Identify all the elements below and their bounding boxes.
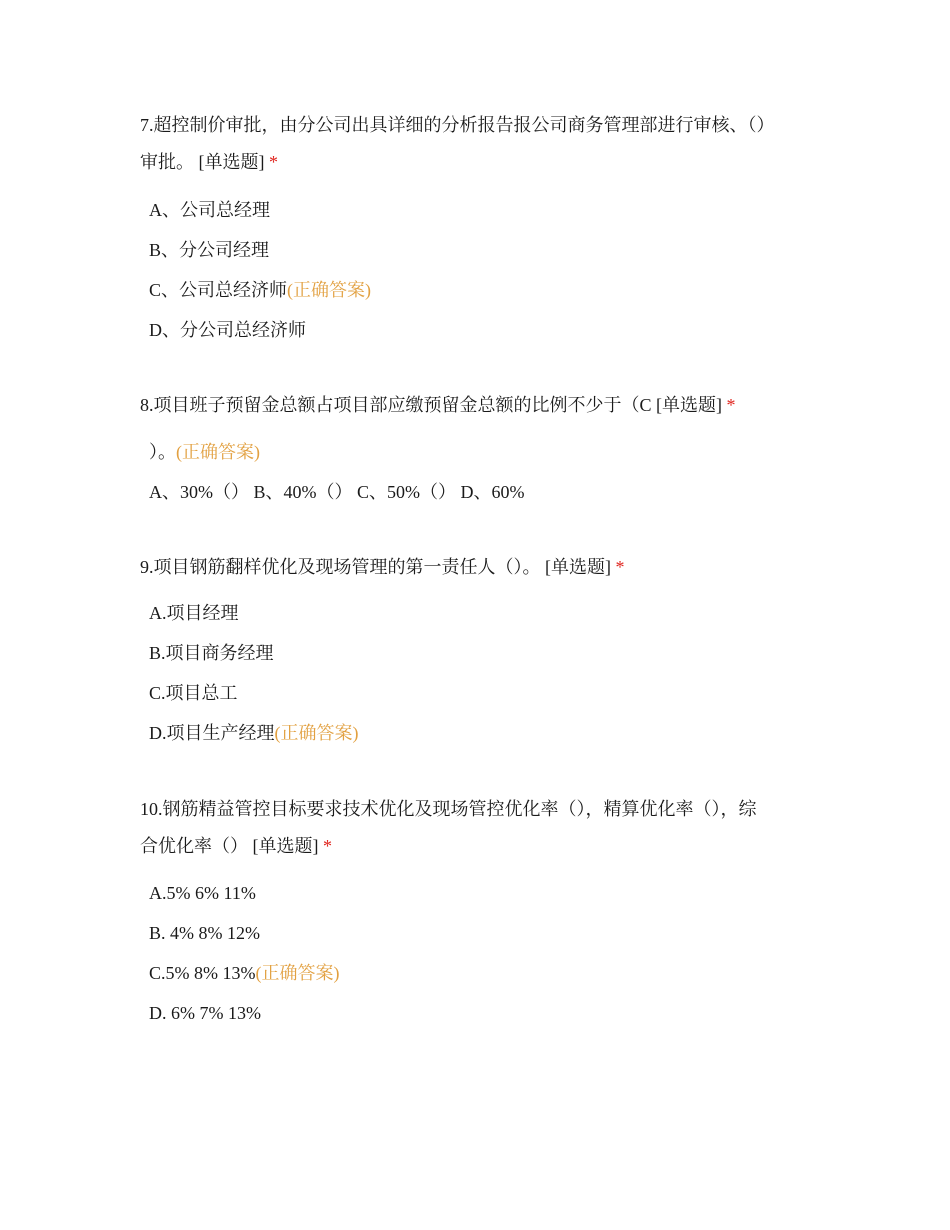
option-7b [149, 238, 269, 262]
question-9-line-1 [140, 549, 820, 586]
question-8-options: A、30%（） B、40%（） C、50%（） D、60% [149, 482, 525, 502]
question-7 [140, 107, 820, 181]
question-7-line-2-text: 审批。 [140, 152, 194, 172]
option-text: C.5% 8% 13% [149, 963, 256, 983]
answer-mark: (正确答案) [255, 963, 340, 983]
question-7-line-1: 7.超控制价审批，由分公司出具详细的分析报告报公司商务管理部进行审核、（） [140, 115, 775, 135]
required-mark: * [323, 836, 332, 856]
question-type-tag: [单选题] [198, 152, 265, 172]
option-text: A、公司总经理 [149, 200, 270, 220]
option-7d [149, 318, 306, 342]
option-text: D.项目生产经理 [149, 723, 275, 743]
required-mark: * [615, 557, 625, 577]
option-7a [149, 198, 270, 222]
option-10b [149, 921, 260, 945]
question-type-tag: [单选题] [656, 395, 723, 415]
option-text: C、公司总经济师 [149, 280, 288, 300]
option-text: D. 6% 7% 13% [149, 1003, 261, 1023]
option-text: B.项目商务经理 [149, 643, 274, 663]
required-mark: * [726, 395, 736, 415]
question-8-line-1 [140, 387, 820, 424]
option-9b [149, 641, 274, 665]
question-9-line-1-text: 9.项目钢筋翻样优化及现场管理的第一责任人（）。 [140, 557, 541, 577]
option-text: B、分公司经理 [149, 240, 270, 260]
option-text: A.项目经理 [149, 603, 239, 623]
question-10-line-2 [140, 828, 820, 865]
option-7c [149, 278, 371, 302]
required-mark: * [269, 152, 278, 172]
option-10a [149, 881, 256, 905]
answer-mark: (正确答案) [176, 442, 260, 462]
question-8 [140, 387, 820, 424]
question-9 [140, 549, 820, 586]
question-type-tag: [单选题] [252, 836, 319, 856]
question-7-line-2 [140, 144, 820, 181]
question-type-tag: [单选题] [545, 557, 611, 577]
option-10d [149, 1001, 261, 1025]
answer-mark: (正确答案) [274, 723, 359, 743]
answer-mark: (正确答案) [287, 280, 372, 300]
question-8-line-2-text: ）。 [149, 442, 176, 462]
question-8-line-2 [149, 440, 260, 464]
option-text: B. 4% 8% 12% [149, 923, 260, 943]
option-text: C.项目总工 [149, 683, 238, 703]
option-9c [149, 681, 238, 705]
question-10 [140, 791, 820, 865]
option-text: D、分公司总经济师 [149, 320, 306, 340]
question-8-line-1-text: 8.项目班子预留金总额占项目部应缴预留金总额的比例不少于（C [140, 395, 652, 415]
question-10-line-1: 10.钢筋精益管控目标要求技术优化及现场管控优化率（），精算优化率（），综 [140, 799, 757, 819]
option-9d [149, 721, 359, 745]
option-10c [149, 961, 340, 985]
option-9a [149, 601, 239, 625]
option-text: A.5% 6% 11% [149, 883, 256, 903]
question-10-line-2-text: 合优化率（） [140, 836, 248, 856]
